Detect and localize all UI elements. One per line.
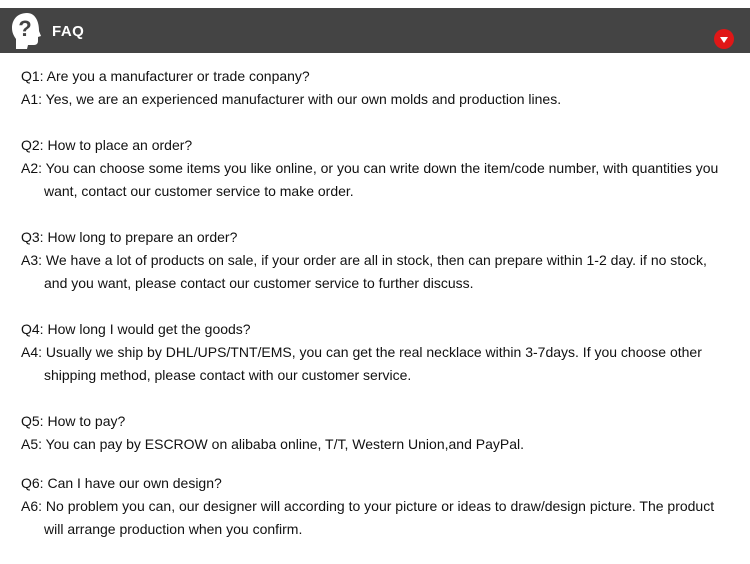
faq-question: Q1: Are you a manufacturer or trade conpany? (21, 68, 310, 84)
faq-list (21, 65, 736, 564)
faq-answer-continued: shipping method, please contact with our customer service. (44, 367, 412, 383)
faq-answer: A5: You can pay by ESCROW on alibaba online, T/T, Western Union,and PayPal. (21, 436, 524, 452)
svg-text:?: ? (18, 16, 32, 41)
faq-answer: A3: We have a lot of products on sale, if your order are all in stock, then can prepare within 1-2 day. if no stock, (21, 252, 707, 268)
collapse-toggle-button[interactable] (714, 29, 734, 49)
faq-question: Q3: How long to prepare an order? (21, 229, 238, 245)
faq-item-4 (21, 318, 736, 387)
faq-answer: A6: No problem you can, our designer will according to your picture or ideas to draw/design picture. The product (21, 498, 715, 514)
faq-answer: A4: Usually we ship by DHL/UPS/TNT/EMS, you can get the real necklace within 3-7days. If you choose other (21, 344, 702, 360)
faq-item-6 (21, 472, 736, 541)
faq-answer-continued: and you want, please contact our customer service to further discuss. (44, 275, 474, 291)
faq-question: Q6: Can I have our own design? (21, 475, 222, 491)
faq-question: Q5: How to pay? (21, 413, 126, 429)
question-head-icon (10, 12, 44, 50)
faq-answer-continued: want, contact our customer service to make order. (44, 183, 354, 199)
faq-header (0, 8, 750, 53)
faq-item-5 (21, 410, 736, 456)
faq-question: Q4: How long I would get the goods? (21, 321, 251, 337)
faq-answer-continued: will arrange production when you confirm. (44, 521, 303, 537)
faq-item-2 (21, 134, 736, 203)
faq-question: Q2: How to place an order? (21, 137, 193, 153)
faq-item-3 (21, 226, 736, 295)
page-title: FAQ (52, 23, 85, 40)
faq-item-1 (21, 65, 736, 111)
chevron-down-icon (714, 29, 734, 49)
faq-answer: A2: You can choose some items you like online, or you can write down the item/code number, with quantities you (21, 160, 719, 176)
faq-answer: A1: Yes, we are an experienced manufacturer with our own molds and production lines. (21, 91, 562, 107)
